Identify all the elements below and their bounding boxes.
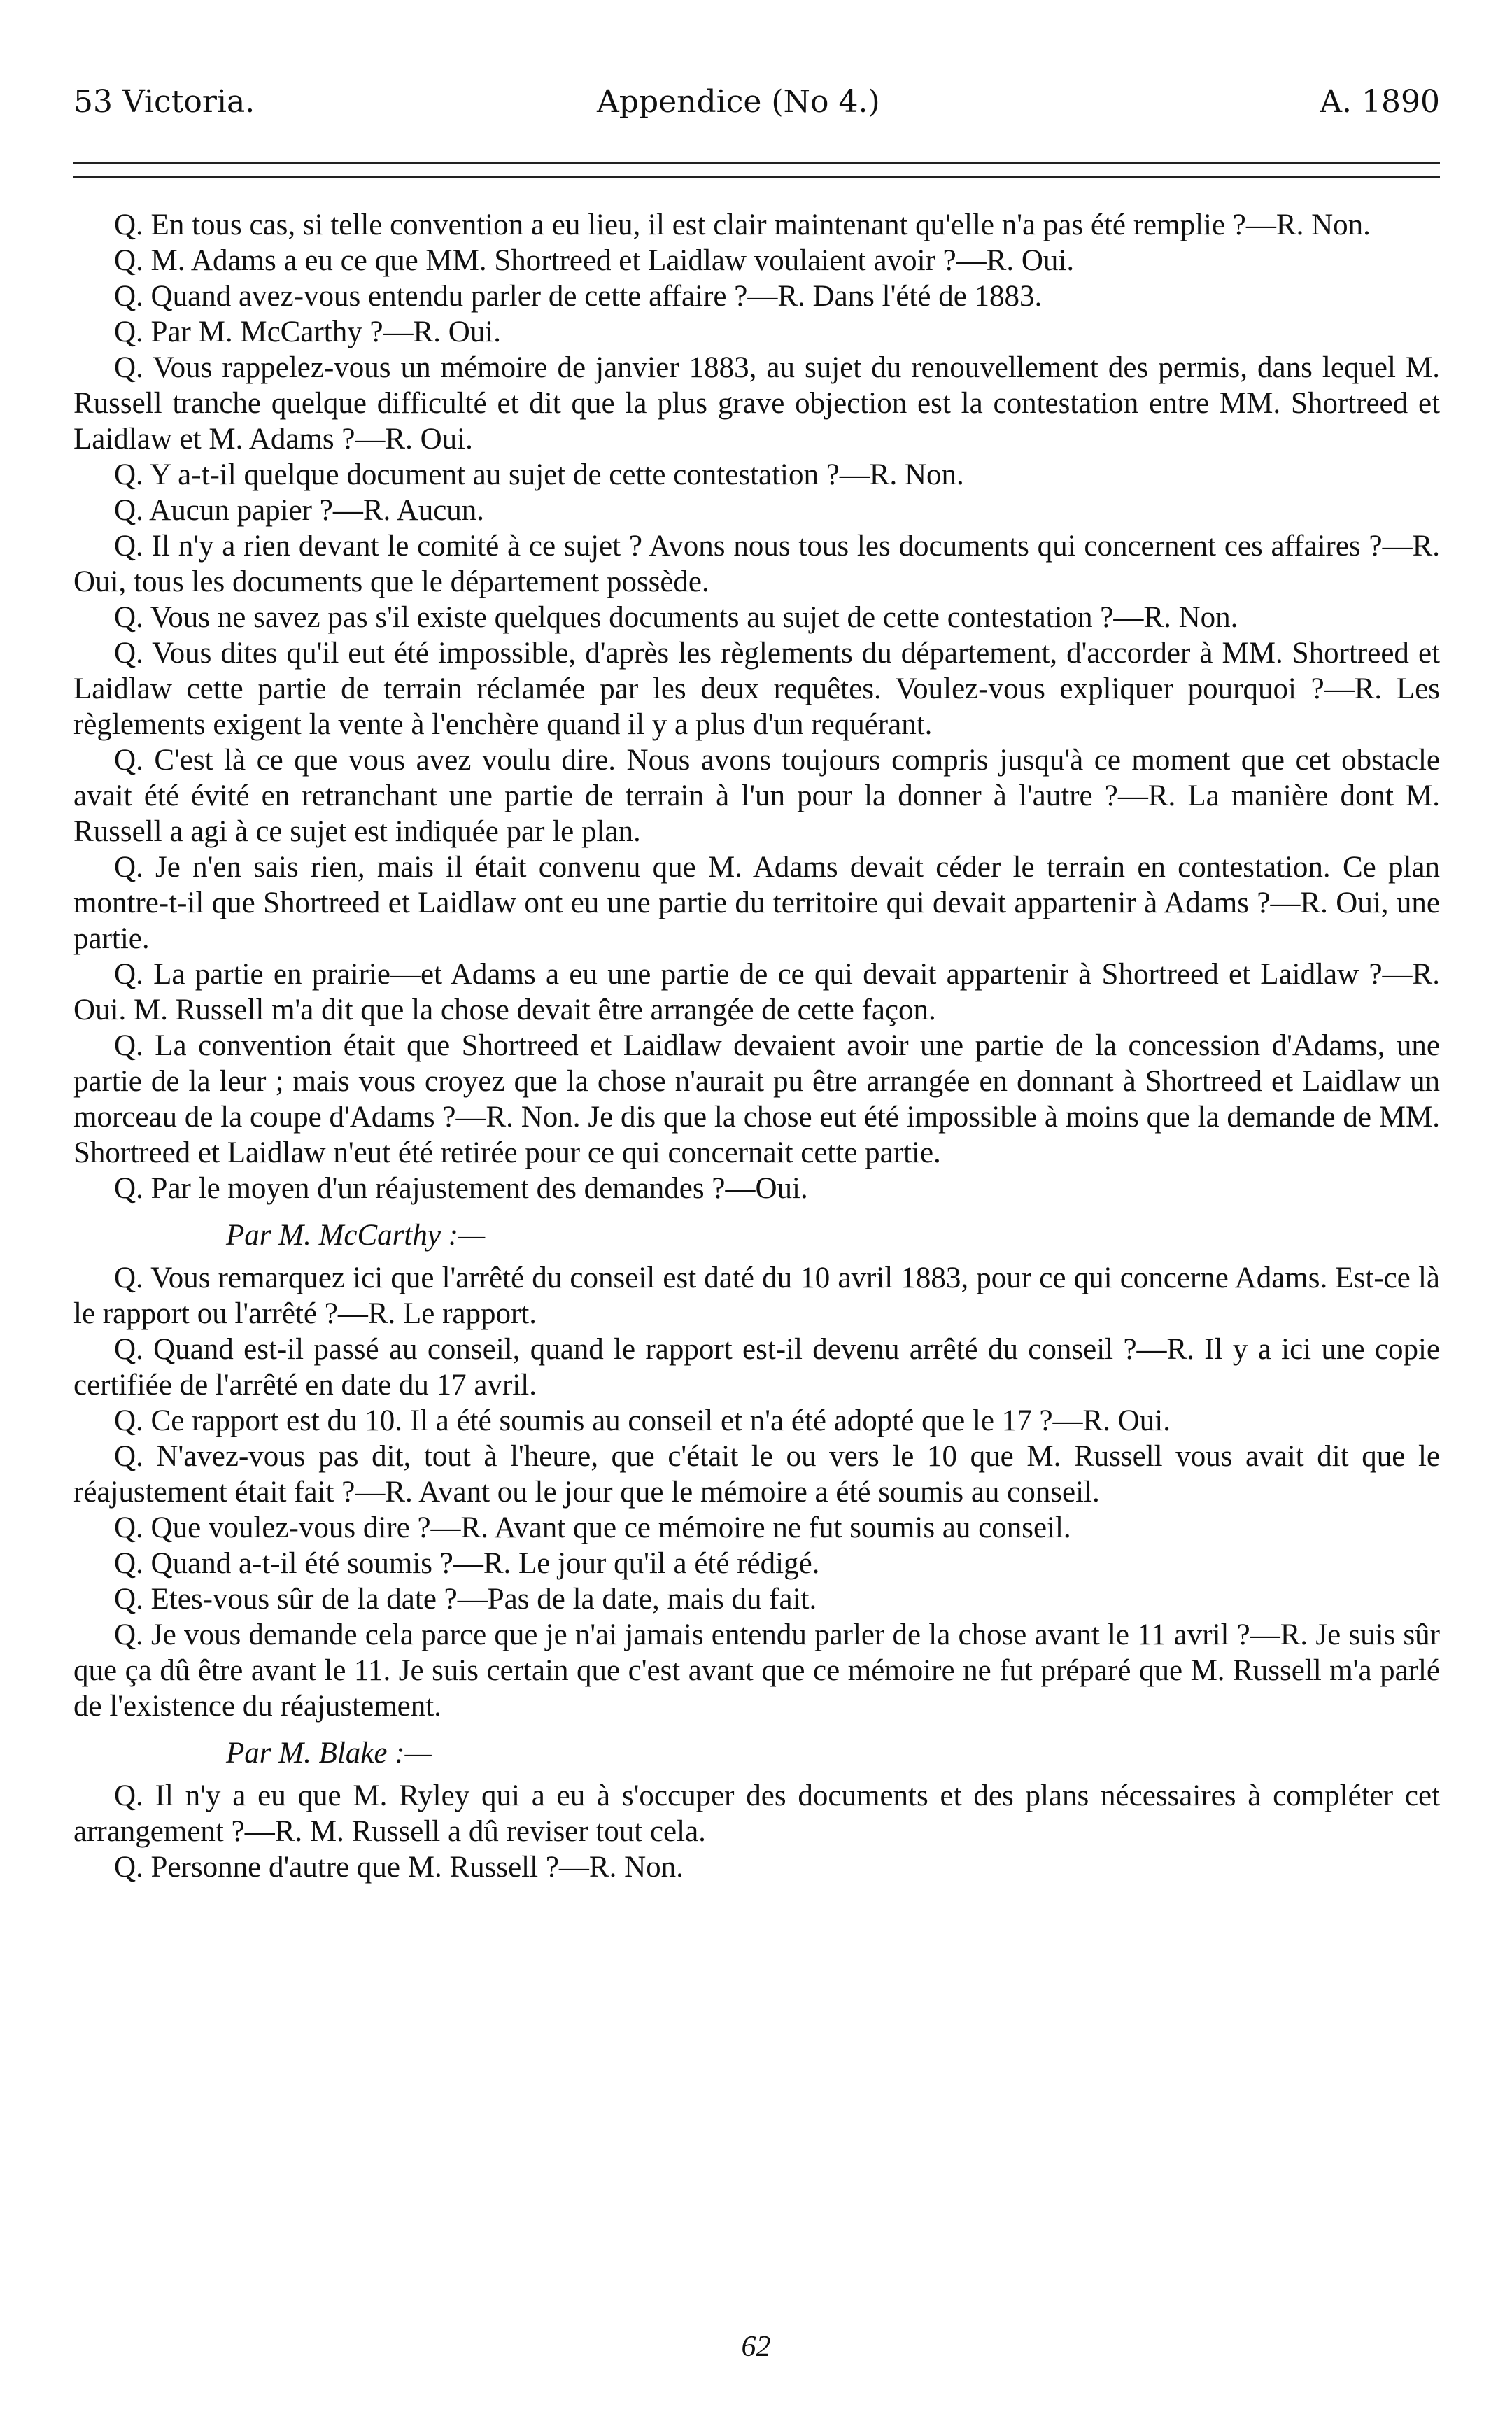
page-header bbox=[73, 84, 1440, 133]
paragraph: Q. Vous ne savez pas s'il existe quelques documents au sujet de cette contestation ?—R. Non. bbox=[114, 601, 1238, 634]
paragraph: Q. M. Adams a eu ce que MM. Shortreed et Laidlaw voulaient avoir ?—R. Oui. bbox=[114, 244, 1075, 277]
paragraph: Q. Vous rappelez-vous un mémoire de janvier 1883, au sujet du renouvellement des permis, dans lequel M. Russell tranche quelque difficulté et dit que la plus grave objection est la contestation entre MM. Shortreed et Laidlaw et M. Adams ?—R. Oui. bbox=[73, 351, 1440, 456]
paragraph: Q. Vous dites qu'il eut été impossible, d'après les règlements du département, d'accorder à MM. Shortreed et Laidlaw cette partie de terrain réclamée par les deux requêtes. Voulez-vous expliquer pourquoi ?—R. Les règlements exigent la vente à l'enchère quand il y a plus d'un requérant. bbox=[73, 637, 1440, 741]
header-rule-bottom bbox=[73, 176, 1440, 178]
paragraph: Q. En tous cas, si telle convention a eu lieu, il est clair maintenant qu'elle n'a pas été remplie ?—R. Non. bbox=[114, 209, 1371, 241]
paragraph: Q. Quand avez-vous entendu parler de cette affaire ?—R. Dans l'été de 1883. bbox=[114, 280, 1043, 313]
header-session: 53 Victoria. bbox=[73, 84, 255, 120]
header-appendix: Appendice (No 4.) bbox=[597, 84, 880, 120]
paragraph: Q. Je vous demande cela parce que je n'ai jamais entendu parler de la chose avant le 11 avril ?—R. Je suis sûr que ça dû être avant le 11. Je suis certain que c'est avant que ce mémoire ne fut préparé que M. Russell m'a parlé de l'existence du réajustement. bbox=[73, 1618, 1440, 1723]
paragraph: Q. Personne d'autre que M. Russell ?—R. Non. bbox=[114, 1851, 684, 1884]
paragraph: Q. Que voulez-vous dire ?—R. Avant que ce mémoire ne fut soumis au conseil. bbox=[114, 1511, 1071, 1544]
speaker-heading-blake: Par M. Blake :— bbox=[226, 1737, 432, 1770]
paragraph: Q. Etes-vous sûr de la date ?—Pas de la date, mais du fait. bbox=[114, 1583, 817, 1616]
paragraph: Q. Vous remarquez ici que l'arrêté du conseil est daté du 10 avril 1883, pour ce qui concerne Adams. Est-ce là le rapport ou l'arrêté ?—R. Le rapport. bbox=[73, 1262, 1440, 1330]
paragraph: Q. Je n'en sais rien, mais il était convenu que M. Adams devait céder le terrain en contestation. Ce plan montre-t-il que Shortreed et Laidlaw ont eu une partie du territoire qui devait appartenir à Adams ?—R. Oui, une partie. bbox=[73, 851, 1440, 955]
paragraph: Q. Par M. McCarthy ?—R. Oui. bbox=[114, 316, 501, 348]
header-rule-top bbox=[73, 162, 1440, 164]
paragraph: Q. La convention était que Shortreed et Laidlaw devaient avoir une partie de la concession d'Adams, une partie de la leur ; mais vous croyez que la chose n'aurait pu être arrangée en donnant à Shortreed et Laidlaw un morceau de la coupe d'Adams ?—R. Non. Je dis que la chose eut été impossible à moins que la demande de MM. Shortreed et Laidlaw n'eut été retirée pour ce qui concernait cette partie. bbox=[73, 1029, 1440, 1169]
paragraph: Q. Quand est-il passé au conseil, quand le rapport est-il devenu arrêté du conseil ?—R. Il y a ici une copie certifiée de l'arrêté en date du 17 avril. bbox=[73, 1333, 1440, 1402]
document-body bbox=[73, 207, 1440, 2320]
paragraph: Q. Par le moyen d'un réajustement des demandes ?—Oui. bbox=[114, 1172, 808, 1205]
header-year: A. 1890 bbox=[1320, 84, 1440, 120]
paragraph: Q. Aucun papier ?—R. Aucun. bbox=[114, 494, 485, 527]
paragraph: Q. Il n'y a rien devant le comité à ce sujet ? Avons nous tous les documents qui concernent ces affaires ?—R. Oui, tous les documents que le département possède. bbox=[73, 530, 1440, 598]
paragraph: Q. Y a-t-il quelque document au sujet de cette contestation ?—R. Non. bbox=[114, 458, 964, 491]
paragraph: Q. Il n'y a eu que M. Ryley qui a eu à s'occuper des documents et des plans nécessaires à compléter cet arrangement ?—R. M. Russell a dû reviser tout cela. bbox=[73, 1779, 1440, 1848]
paragraph: Q. La partie en prairie—et Adams a eu une partie de ce qui devait appartenir à Shortreed et Laidlaw ?—R. Oui. M. Russell m'a dit que la chose devait être arrangée de cette façon. bbox=[73, 958, 1440, 1026]
speaker-heading-mccarthy: Par M. McCarthy :— bbox=[226, 1219, 486, 1252]
page-number: 62 bbox=[741, 2331, 771, 2363]
paragraph: Q. N'avez-vous pas dit, tout à l'heure, que c'était le ou vers le 10 que M. Russell vous avait dit que le réajustement était fait ?—R. Avant ou le jour que le mémoire a été soumis au conseil. bbox=[73, 1440, 1440, 1509]
paragraph: Q. Quand a-t-il été soumis ?—R. Le jour qu'il a été rédigé. bbox=[114, 1547, 820, 1580]
paragraph: Q. Ce rapport est du 10. Il a été soumis au conseil et n'a été adopté que le 17 ?—R. Oui. bbox=[114, 1404, 1171, 1437]
paragraph: Q. C'est là ce que vous avez voulu dire. Nous avons toujours compris jusqu'à ce moment que cet obstacle avait été évité en retranchant une partie de terrain à l'un pour la donner à l'autre ?—R. La manière dont M. Russell a agi à ce sujet est indiquée par le plan. bbox=[73, 744, 1440, 848]
